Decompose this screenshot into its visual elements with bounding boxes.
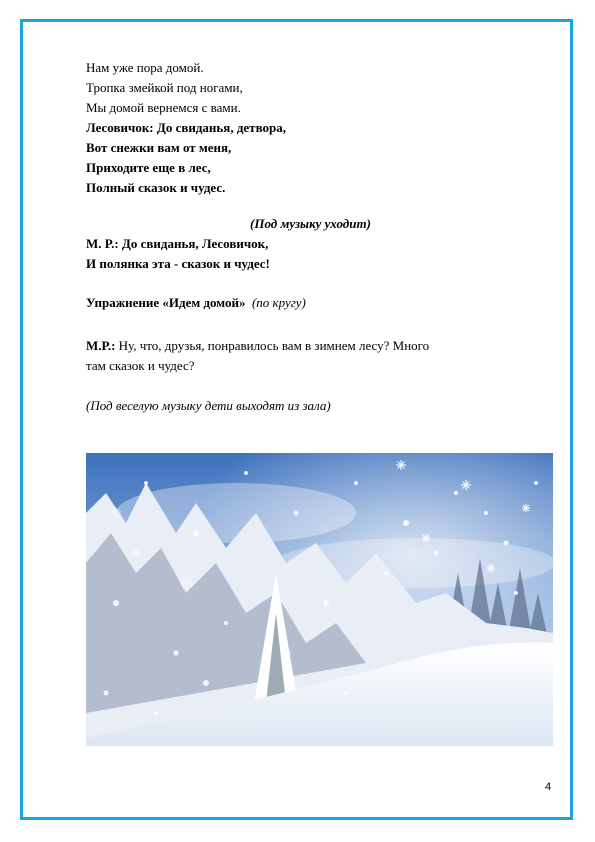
mr-line-2: И полянка эта - сказок и чудес! xyxy=(86,256,270,271)
poem-line-5: Вот снежки вам от меня, xyxy=(86,140,232,155)
exercise-line xyxy=(86,295,306,311)
mr2-line-1 xyxy=(86,338,429,354)
exercise-note: (по кругу) xyxy=(251,295,306,310)
mr2-line-2: там сказок и чудес? xyxy=(86,358,195,373)
speaker-label-2: М.Р.: xyxy=(86,338,116,353)
speaker-label: М. Р.: xyxy=(86,236,119,251)
mr-line-1 xyxy=(86,236,268,252)
stage-direction-1: (Под музыку уходит) xyxy=(250,216,371,231)
exercise-title: Упражнение «Идем домой» xyxy=(86,295,246,310)
stage-direction-2: (Под веселую музыку дети выходят из зала) xyxy=(86,398,331,413)
mr-text-1: До свиданья, Лесовичок, xyxy=(118,236,269,251)
poem-line-2: Тропка змейкой под ногами, xyxy=(86,80,243,95)
poem-line-7: Полный сказок и чудес. xyxy=(86,180,226,195)
page-number: 4 xyxy=(545,781,552,793)
mr2-text-1: Ну, что, друзья, понравилось вам в зимнем лесу? Много xyxy=(115,338,430,353)
poem-line-4: Лесовичок: До свиданья, детвора, xyxy=(86,120,286,135)
winter-forest-image xyxy=(86,453,553,746)
poem-line-3: Мы домой вернемся с вами. xyxy=(86,100,241,115)
poem-line-6: Приходите еще в лес, xyxy=(86,160,211,175)
poem-line-1: Нам уже пора домой. xyxy=(86,60,204,75)
